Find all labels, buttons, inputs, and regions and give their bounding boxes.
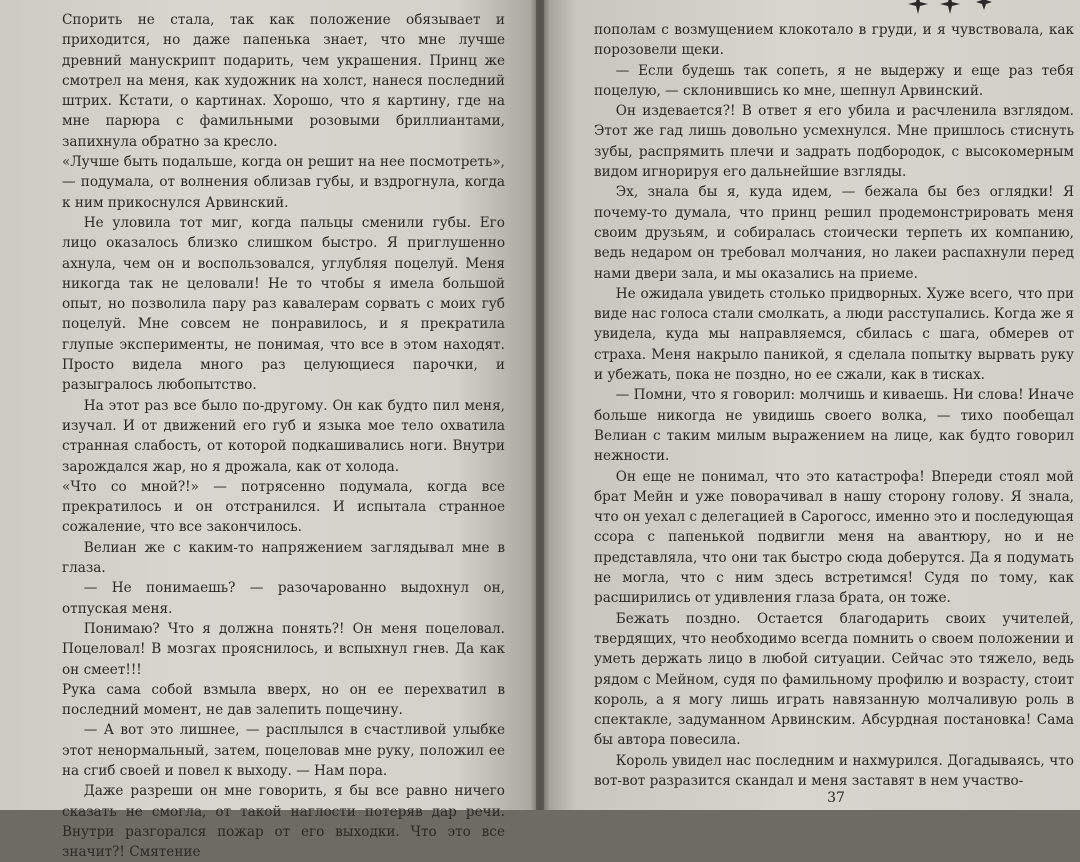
paragraph: — А вот это лишнее, — расплылся в счастливой улыбке этот ненормальный, затем, поцеловав мне руку, положил ее на сгиб своей и повел к выходу. — Нам пора. — [62, 722, 505, 779]
paragraph: Не уловила тот миг, когда пальцы сменили губы. Его лицо оказалось близко слишком быстро. Я приглушенно ахнула, чем он и воспользовался, углубляя поцелуй. Меня никогда так не целовали! Не то чтобы я имела большой опыт, но позволила пару раз кавалерам сорвать с моих губ поцелуй. Мне совсем не понравилось, и я прекратила глупые эксперименты, не понимая, что все в этом находят. Просто видела много раз целующиеся парочки, и разыгралось любопытство. — [62, 214, 505, 394]
paragraph: Спорить не стала, так как положение обязывает и приходится, но даже папенька знает, что мне лучше древний манускрипт подарить, чем украшения. Принц же смотрел на меня, как художник на холст, нанеся последний штрих. Кстати, о картинах. Хорошо, что я картину, где на мне парюра с фамильными розовыми бриллиантами, запихнула обратно за кресло. — [62, 12, 505, 150]
paragraph: Велиан же с каким-то напряжением заглядывал мне в глаза. — [62, 539, 505, 577]
paragraph: Понимаю? Что я должна понять?! Он меня поцеловал. Поцеловал! В мозгах прояснилось, и вспыхнул гнев. Да как он смеет!!! — [62, 620, 505, 678]
book-gutter — [530, 0, 550, 810]
paragraph: На этот раз все было по-другому. Он как будто пил меня, изучал. И от движений его губ и языка мое тело охватила странная слабость, от которой подкашивались ноги. Внутри зарождался жар, но я дрожала, как от холода. — [62, 397, 505, 475]
paragraph: Эх, знала бы я, куда идем, — бежала бы без оглядки! Я почему-то думала, что принц решил продемонстрировать меня своим друзьям, и собиралась стоически терпеть их компанию, ведь недаром он требовал молчания, но лакеи распахнули перед нами двери зала, и мы оказались на приеме. — [594, 184, 1074, 282]
page-number: 37 — [827, 790, 845, 806]
paragraph: — Не понимаешь? — разочарованно выдохнул он, отпуская меня. — [62, 580, 505, 617]
right-page — [544, 0, 1080, 810]
left-page-text — [62, 10, 505, 862]
paragraph: Даже разреши он мне говорить, я бы все равно ничего сказать не смогла, от такой наглости потеряв дар речи. Внутри разгорался пожар от его выходки. Что это все значит?! Смятение — [62, 783, 505, 861]
paragraph: Он издевается?! В ответ я его убила и расчленила взглядом. Этот же гад лишь довольно усмехнулся. Мне пришлось стиснуть зубы, распрямить плечи и задрать подбородок, с высокомерным видом игнорируя его дальнейшие взгляды. — [594, 103, 1074, 181]
paragraph: пополам с возмущением клокотало в груди, и я чувствовала, как порозовели щеки. — [594, 22, 1074, 59]
paragraph: Не ожидала увидеть столько придворных. Хуже всего, что при виде нас голоса стали смолкать, а люди расступались. Когда же я увидела, куда мы направляемся, сбилась с шага, обмерев от страха. Меня накрыло паникой, я сделала попытку вырвать руку и убежать, пока не поздно, но ее сжали, как в тисках. — [594, 285, 1074, 384]
paragraph: «Лучше быть подальше, когда он решит на нее посмотреть», — подумала, от волнения облизав губы, и вздрогнула, когда к ним прикоснулся Арвинский. — [62, 154, 505, 211]
paragraph: — Если будешь так сопеть, я не выдержу и еще раз тебя поцелую, — склонившись ко мне, шепнул Арвинский. — [594, 62, 1074, 99]
paragraph: «Что со мной?!» — потрясенно подумала, когда все прекратилось и он отстранился. И испытала странное сожаление, что все закончилось. — [62, 478, 505, 536]
right-page-text — [594, 20, 1074, 791]
left-page — [0, 0, 536, 861]
paragraph: Он еще не понимал, что это катастрофа! Впереди стоял мой брат Мейн и уже поворачивал в нашу сторону голову. Я знала, что он уехал с делегацией в Сарогосс, именно это и последующая ссора с папенькой подвигли меня на авантюру, но и не представляла, что они так быстро сюда доберутся. Да я подумать не могла, что с ним здесь встретимся! Судя по тому, как расширились от удивления глаза брата, он тоже. — [594, 468, 1074, 607]
paragraph: Бежать поздно. Остается благодарить своих учителей, твердящих, что необходимо всегда помнить о своем положении и уметь держать лицо в любой ситуации. Сейчас это тяжело, ведь рядом с Мейном, судя по фамильному профилю и возрасту, стоит король, а я могу лишь играть навязанную молчаливую роль в спектакле, задуманном Арвинским. Абсурдная постановка! Сама бы автора повесила. — [594, 610, 1074, 749]
paragraph: Король увидел нас последним и нахмурился. Догадываясь, что вот-вот разразится скандал и меня заставят в нем участво- — [594, 752, 1074, 789]
paragraph: Рука сама собой взмыла вверх, но он ее перехватил в последний момент, не дав залепить пощечину. — [62, 681, 505, 719]
paragraph: — Помни, что я говорил: молчишь и киваешь. Ни слова! Иначе больше никогда не увидишь своего волка, — тихо пообещал Велиан с таким милым выражением на лице, как будто говорил нежности. — [594, 387, 1074, 465]
ornament-stars-icon — [904, 0, 1044, 16]
